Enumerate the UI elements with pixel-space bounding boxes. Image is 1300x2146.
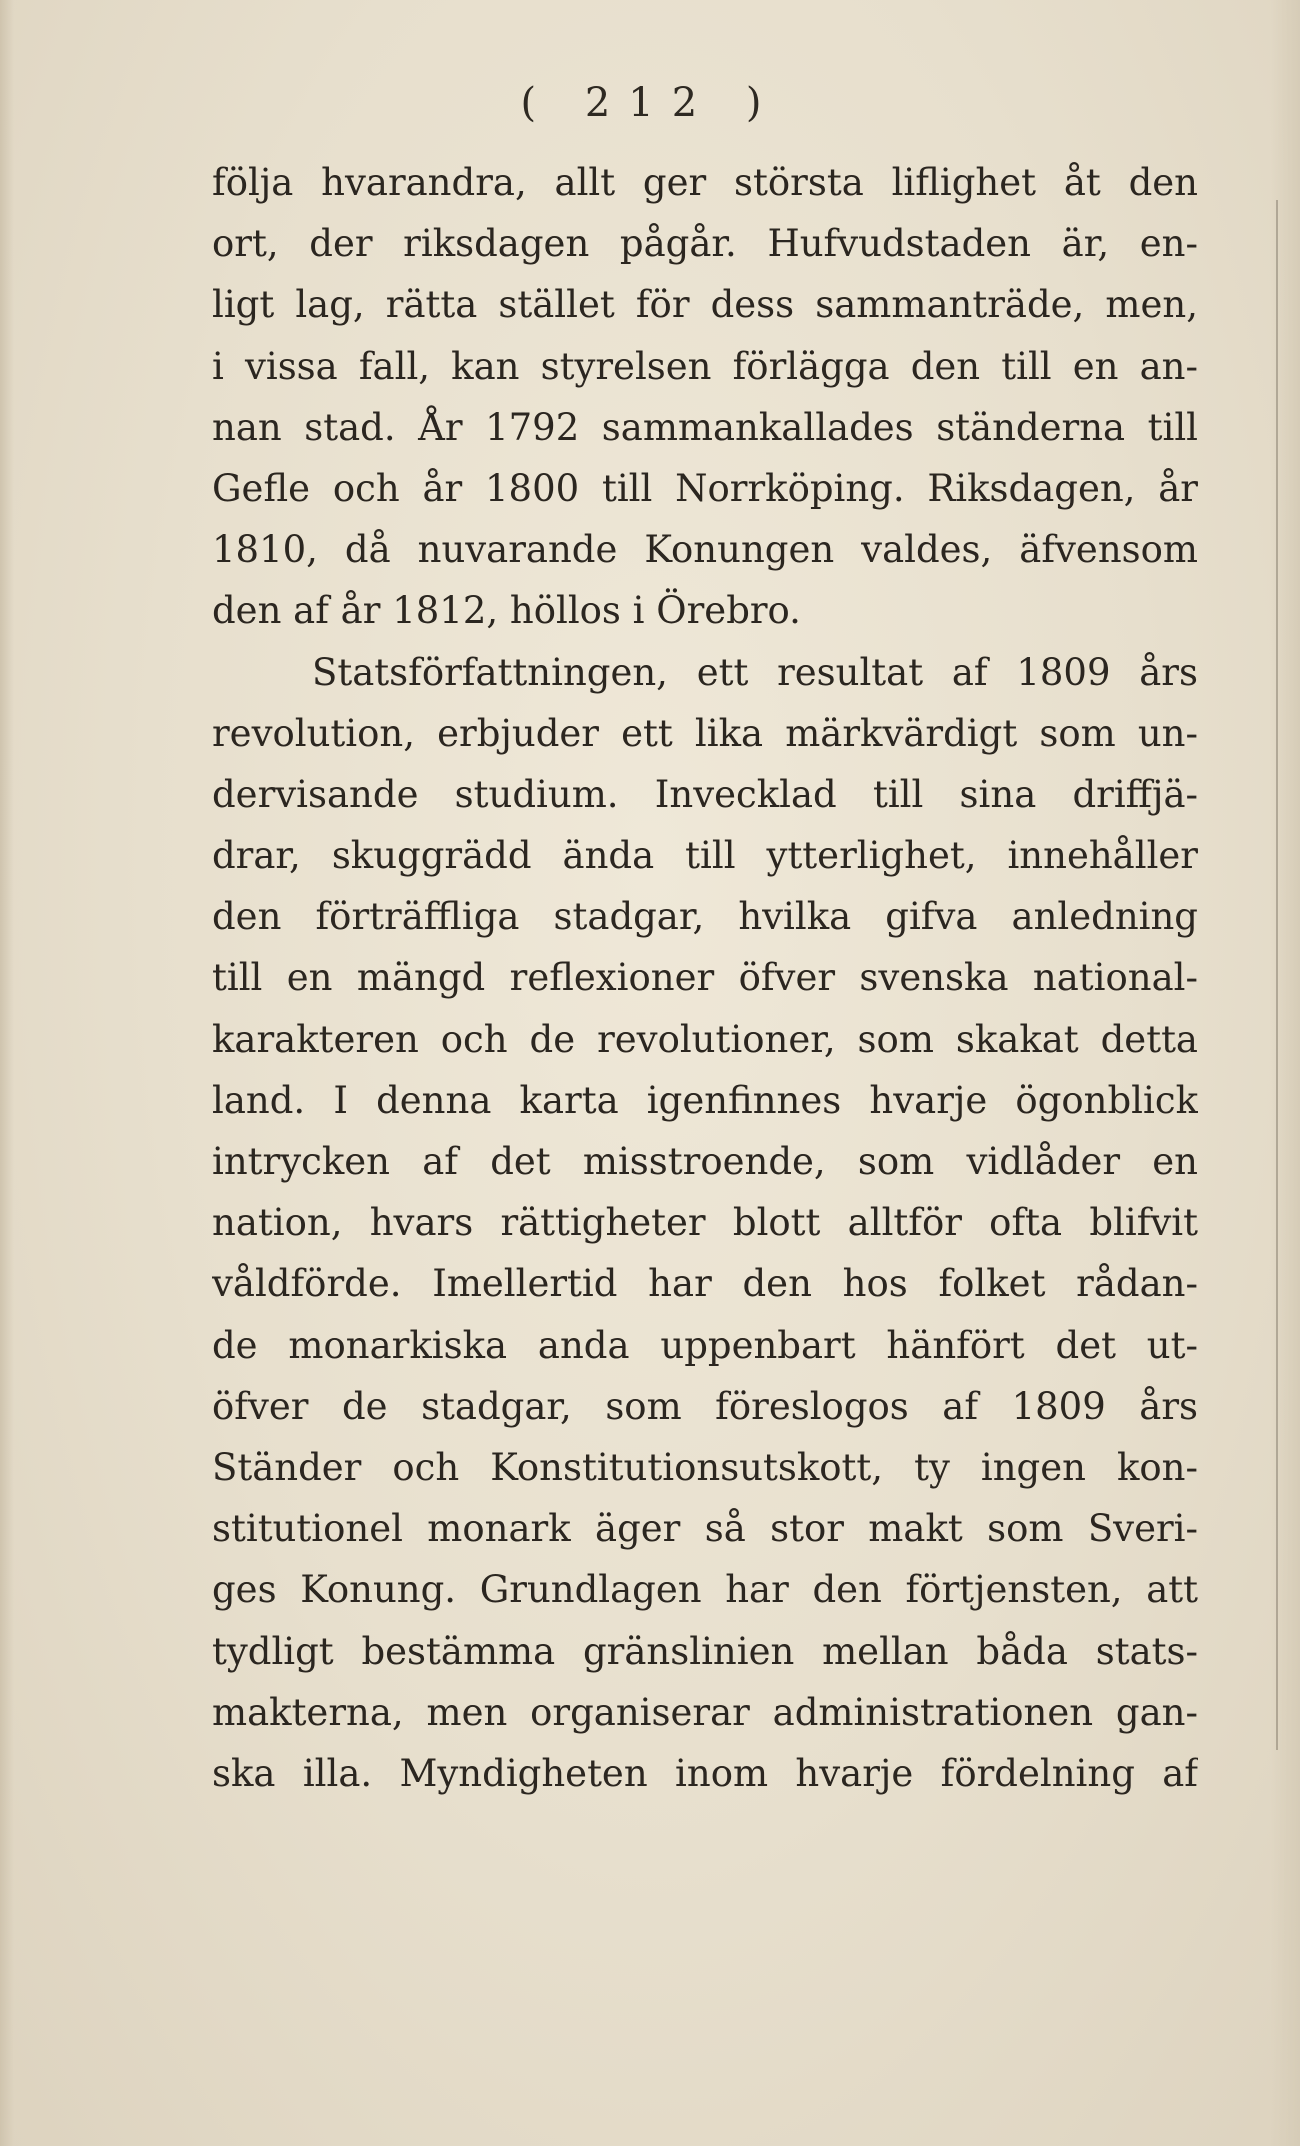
text-line: makterna, men organiserar administrationen gan- (212, 1690, 1198, 1734)
text-line: 1810, då nuvarande Konungen valdes, äfvensom (212, 528, 1198, 572)
text-line: Gefle och år 1800 till Norrköping. Riksdagen, år (212, 466, 1198, 510)
text-line: Statsförfattningen, ett resultat af 1809 års (312, 650, 1198, 694)
text-line: ort, der riksdagen pågår. Hufvudstaden är, en- (212, 222, 1198, 266)
text-line: ges Konung. Grundlagen har den förtjensten, att (212, 1568, 1198, 1612)
text-line: de monarkiska anda uppenbart hänfört det ut- (212, 1323, 1198, 1367)
body-text (212, 152, 1198, 1804)
text-line: intrycken af det misstroende, som vidlåder en (212, 1140, 1198, 1183)
text-line: revolution, erbjuder ett lika märkvärdigt som un- (212, 711, 1198, 755)
text-line: nan stad. År 1792 sammankallades ständerna till (212, 405, 1198, 449)
text-line: karakteren och de revolutioner, som skakat detta (212, 1017, 1198, 1061)
text-line: stitutionel monark äger så stor makt som Sveri- (212, 1507, 1198, 1551)
text-line: Ständer och Konstitutionsutskott, ty ingen kon- (212, 1445, 1198, 1489)
text-line: den af år 1812, höllos i Örebro. (212, 589, 801, 633)
text-line: våldförde. Imellertid har den hos folket rådan- (212, 1262, 1198, 1306)
text-line: nation, hvars rättigheter blott alltför ofta blifvit (212, 1201, 1198, 1245)
page-number: ( 212 ) (520, 80, 780, 126)
page-fold-line (1276, 200, 1278, 1750)
text-line: till en mängd reflexioner öfver svenska national- (212, 956, 1198, 1000)
text-line: ska illa. Myndigheten inom hvarje fördelning af (212, 1751, 1198, 1795)
text-line: öfver de stadgar, som föreslogos af 1809 års (212, 1384, 1198, 1428)
text-line: tydligt bestämma gränslinien mellan båda stats- (212, 1629, 1198, 1673)
text-line: följa hvarandra, allt ger största liflighet åt den (212, 161, 1198, 204)
page-left-edge (0, 0, 14, 2146)
text-line: i vissa fall, kan styrelsen förlägga den till en an- (212, 344, 1198, 388)
text-line: den förträffliga stadgar, hvilka gifva anledning (212, 895, 1198, 939)
text-line: dervisande studium. Invecklad till sina driffjä- (212, 772, 1198, 816)
text-line: land. I denna karta igenfinnes hvarje ögonblick (212, 1078, 1198, 1122)
text-line: drar, skuggrädd ända till ytterlighet, innehåller (212, 834, 1198, 878)
page-right-edge (1270, 0, 1300, 2146)
text-line: ligt lag, rätta stället för dess sammanträde, men, (212, 283, 1198, 327)
